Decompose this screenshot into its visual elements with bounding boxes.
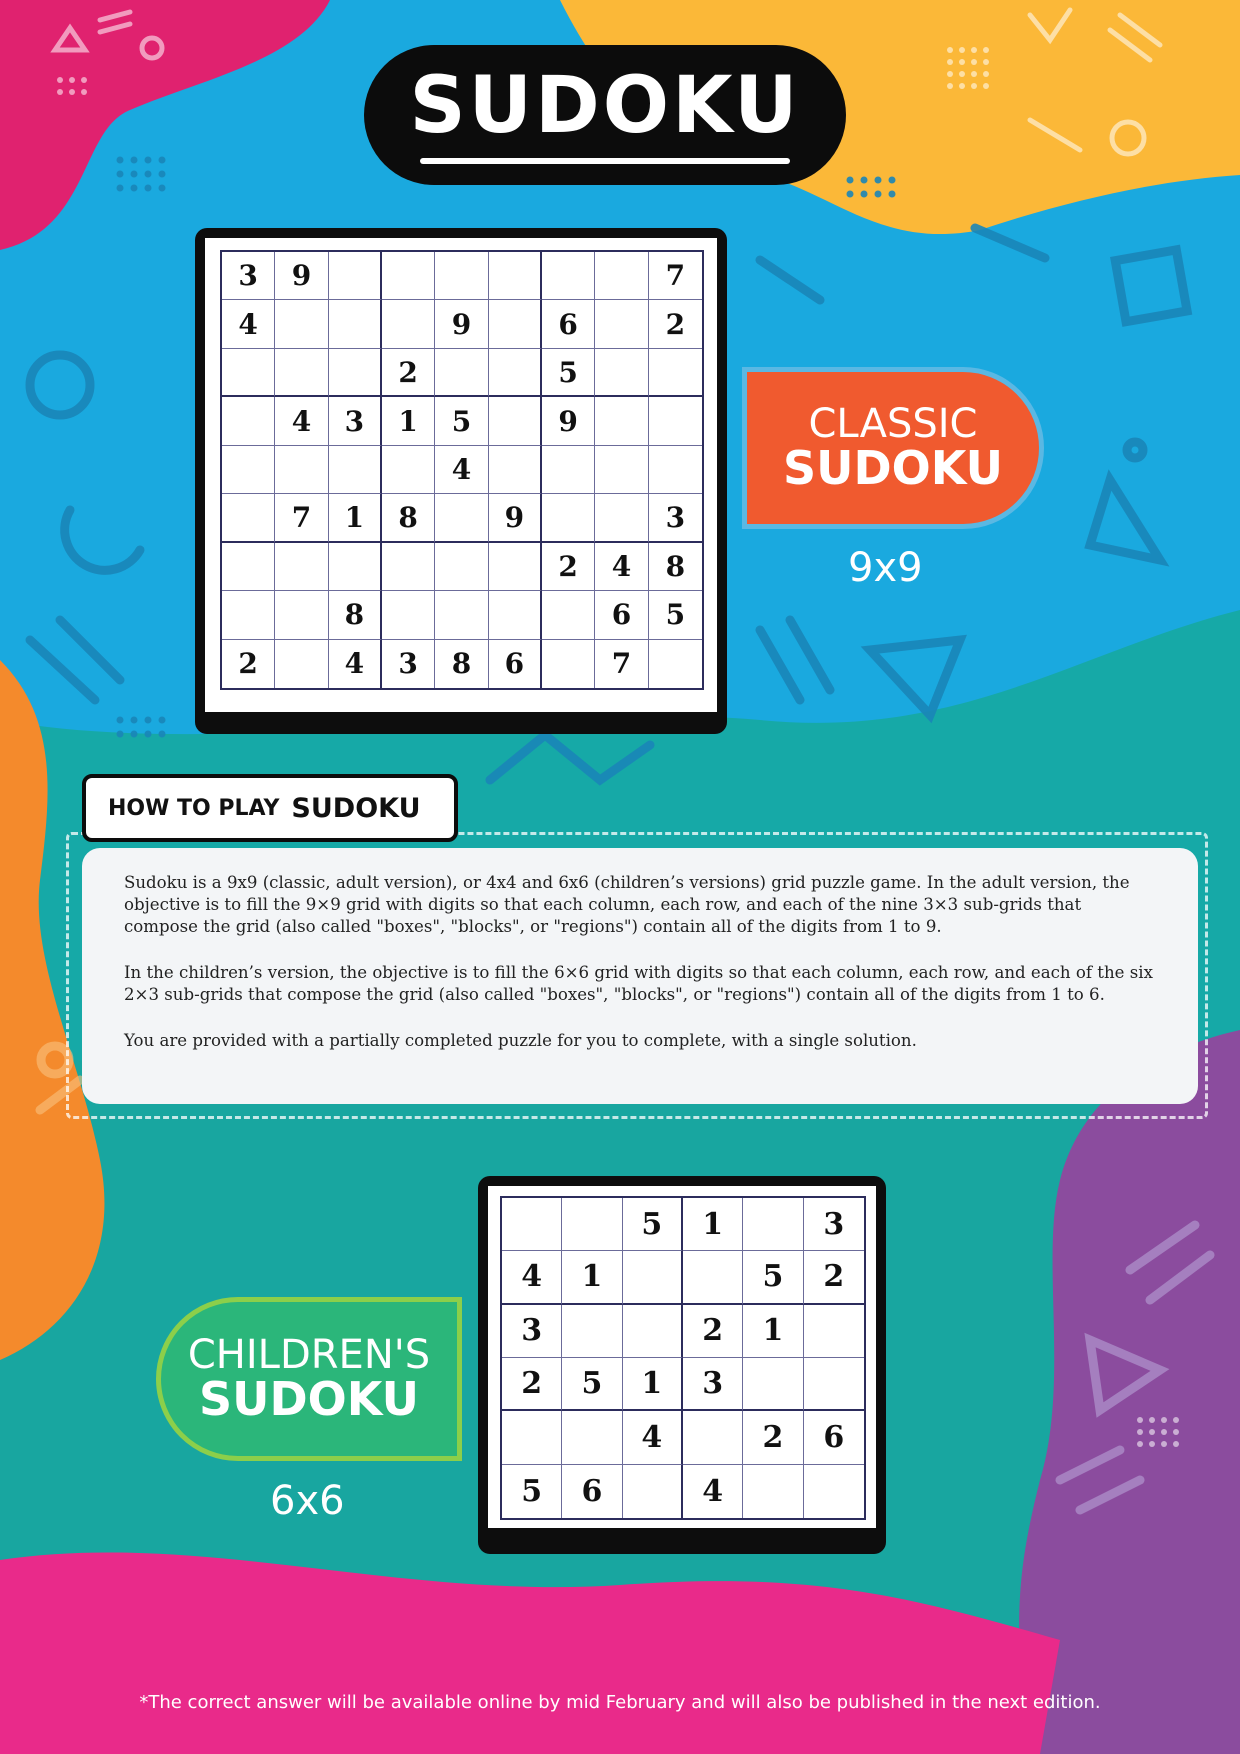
sudoku-cell: 3: [222, 252, 275, 300]
sudoku-cell: 3: [683, 1358, 743, 1411]
classic-sudoku-board: [195, 228, 727, 734]
sudoku-cell: [435, 494, 488, 542]
sudoku-cell: [649, 349, 702, 397]
sudoku-cell: 4: [435, 446, 488, 494]
sudoku-cell: [804, 1305, 864, 1358]
instructions-paragraph-3: You are provided with a partially completed puzzle for you to complete, with a single solution.: [124, 1031, 917, 1050]
instructions-panel: [82, 848, 1198, 1104]
sudoku-cell: 2: [382, 349, 435, 397]
page-title: SUDOKU: [409, 61, 801, 151]
sudoku-cell: [542, 252, 595, 300]
sudoku-cell: [435, 591, 488, 639]
classic-sudoku-badge: [742, 367, 1044, 529]
sudoku-cell: [649, 397, 702, 445]
sudoku-cell: [804, 1358, 864, 1411]
sudoku-cell: 7: [275, 494, 328, 542]
sudoku-cell: 1: [329, 494, 382, 542]
sudoku-cell: [743, 1465, 803, 1518]
sudoku-cell: [623, 1305, 683, 1358]
sudoku-cell: 6: [562, 1465, 622, 1518]
sudoku-cell: [382, 252, 435, 300]
sudoku-cell: [595, 300, 648, 348]
sudoku-cell: [275, 349, 328, 397]
sudoku-cell: [542, 494, 595, 542]
sudoku-cell: [623, 1465, 683, 1518]
sudoku-cell: [562, 1198, 622, 1251]
sudoku-cell: 7: [595, 640, 648, 688]
sudoku-cell: [275, 640, 328, 688]
sudoku-cell: 4: [275, 397, 328, 445]
sudoku-cell: [275, 300, 328, 348]
sudoku-cell: [562, 1305, 622, 1358]
sudoku-cell: [683, 1251, 743, 1304]
sudoku-cell: 5: [435, 397, 488, 445]
sudoku-cell: 4: [595, 543, 648, 591]
sudoku-cell: [329, 349, 382, 397]
sudoku-cell: 9: [435, 300, 488, 348]
sudoku-cell: [502, 1411, 562, 1464]
classic-sudoku-grid: [220, 250, 704, 690]
sudoku-cell: 1: [562, 1251, 622, 1304]
sudoku-cell: [649, 446, 702, 494]
sudoku-cell: [382, 591, 435, 639]
sudoku-cell: 5: [743, 1251, 803, 1304]
sudoku-cell: [595, 494, 648, 542]
sudoku-cell: [502, 1198, 562, 1251]
sudoku-cell: [489, 446, 542, 494]
sudoku-cell: [222, 446, 275, 494]
sudoku-cell: 2: [542, 543, 595, 591]
sudoku-cell: [222, 543, 275, 591]
sudoku-cell: [595, 446, 648, 494]
sudoku-cell: 5: [649, 591, 702, 639]
sudoku-cell: [595, 252, 648, 300]
children-sudoku-grid: [500, 1196, 866, 1520]
sudoku-cell: [649, 640, 702, 688]
instructions-paragraph-1: Sudoku is a 9x9 (classic, adult version), or 4x4 and 6x6 (children’s versions) grid puzzle game. In the adult version, the objective is to fill the 9×9 grid with digits so that each column, each row, and each of the nine 3×3 sub-grids that compose the grid (also called "boxes", "blocks", or "regions") contain all of the digits from 1 to 9.: [124, 873, 1130, 936]
sudoku-cell: 2: [649, 300, 702, 348]
sudoku-cell: 5: [623, 1198, 683, 1251]
sudoku-cell: [275, 591, 328, 639]
sudoku-cell: 4: [329, 640, 382, 688]
sudoku-cell: 3: [382, 640, 435, 688]
children-sudoku-board: [478, 1176, 886, 1554]
sudoku-cell: [382, 446, 435, 494]
sudoku-cell: 2: [502, 1358, 562, 1411]
classic-badge-line1: CLASSIC: [808, 400, 978, 447]
sudoku-cell: 5: [542, 349, 595, 397]
children-badge-line1: CHILDREN'S: [187, 1331, 431, 1378]
sudoku-cell: [275, 446, 328, 494]
sudoku-cell: [623, 1251, 683, 1304]
classic-badge-line2: SUDOKU: [783, 440, 1003, 495]
sudoku-cell: 8: [382, 494, 435, 542]
sudoku-cell: 2: [222, 640, 275, 688]
sudoku-cell: 7: [649, 252, 702, 300]
sudoku-cell: [222, 397, 275, 445]
sudoku-cell: 9: [542, 397, 595, 445]
sudoku-cell: [222, 349, 275, 397]
sudoku-cell: [542, 446, 595, 494]
sudoku-cell: [435, 252, 488, 300]
sudoku-cell: [489, 349, 542, 397]
sudoku-cell: [382, 543, 435, 591]
how-to-play-tab: [82, 774, 458, 842]
sudoku-cell: 4: [502, 1251, 562, 1304]
sudoku-cell: 5: [502, 1465, 562, 1518]
sudoku-cell: [595, 349, 648, 397]
sudoku-cell: [275, 543, 328, 591]
sudoku-cell: [804, 1465, 864, 1518]
sudoku-cell: [489, 591, 542, 639]
sudoku-cell: 2: [743, 1411, 803, 1464]
sudoku-cell: [222, 591, 275, 639]
sudoku-cell: [489, 543, 542, 591]
classic-size-label: 9x9: [848, 545, 923, 591]
sudoku-cell: 2: [804, 1251, 864, 1304]
sudoku-cell: [435, 349, 488, 397]
sudoku-cell: 3: [649, 494, 702, 542]
sudoku-cell: 2: [683, 1305, 743, 1358]
how-to-play-label: HOW TO PLAY: [108, 795, 280, 821]
instructions-paragraph-2: In the children’s version, the objective is to fill the 6×6 grid with digits so that each column, each row, and each of the six 2×3 sub-grids that compose the grid (also called "boxes", "blocks", or "regions") contain all of the digits from 1 to 6.: [124, 963, 1153, 1004]
sudoku-cell: [542, 591, 595, 639]
sudoku-cell: 6: [804, 1411, 864, 1464]
sudoku-cell: [743, 1198, 803, 1251]
sudoku-cell: 3: [804, 1198, 864, 1251]
sudoku-cell: 4: [683, 1465, 743, 1518]
sudoku-cell: 8: [649, 543, 702, 591]
sudoku-cell: 9: [489, 494, 542, 542]
sudoku-cell: [595, 397, 648, 445]
sudoku-cell: [329, 252, 382, 300]
sudoku-cell: 8: [329, 591, 382, 639]
sudoku-cell: 1: [382, 397, 435, 445]
sudoku-cell: [562, 1411, 622, 1464]
sudoku-cell: [489, 397, 542, 445]
sudoku-cell: 1: [743, 1305, 803, 1358]
sudoku-cell: [435, 543, 488, 591]
sudoku-cell: 1: [683, 1198, 743, 1251]
sudoku-cell: [489, 300, 542, 348]
footer-note: *The correct answer will be available online by mid February and will also be published in the next edition.: [139, 1692, 1101, 1713]
title-banner: [364, 45, 846, 185]
sudoku-cell: [329, 300, 382, 348]
sudoku-cell: 4: [623, 1411, 683, 1464]
sudoku-cell: [329, 446, 382, 494]
sudoku-cell: 6: [489, 640, 542, 688]
sudoku-cell: [683, 1411, 743, 1464]
children-badge-line2: SUDOKU: [199, 1371, 419, 1426]
sudoku-cell: 3: [502, 1305, 562, 1358]
sudoku-cell: [743, 1358, 803, 1411]
sudoku-cell: 8: [435, 640, 488, 688]
sudoku-cell: 3: [329, 397, 382, 445]
sudoku-cell: [542, 640, 595, 688]
title-underline: [420, 158, 790, 164]
sudoku-cell: 1: [623, 1358, 683, 1411]
sudoku-cell: 6: [542, 300, 595, 348]
sudoku-cell: 9: [275, 252, 328, 300]
how-to-play-sudoku-label: SUDOKU: [291, 792, 421, 824]
children-sudoku-badge: [156, 1297, 462, 1461]
sudoku-cell: 5: [562, 1358, 622, 1411]
sudoku-cell: 4: [222, 300, 275, 348]
sudoku-cell: [382, 300, 435, 348]
children-size-label: 6x6: [270, 1478, 345, 1524]
sudoku-cell: [489, 252, 542, 300]
sudoku-cell: [329, 543, 382, 591]
sudoku-cell: [222, 494, 275, 542]
sudoku-cell: 6: [595, 591, 648, 639]
